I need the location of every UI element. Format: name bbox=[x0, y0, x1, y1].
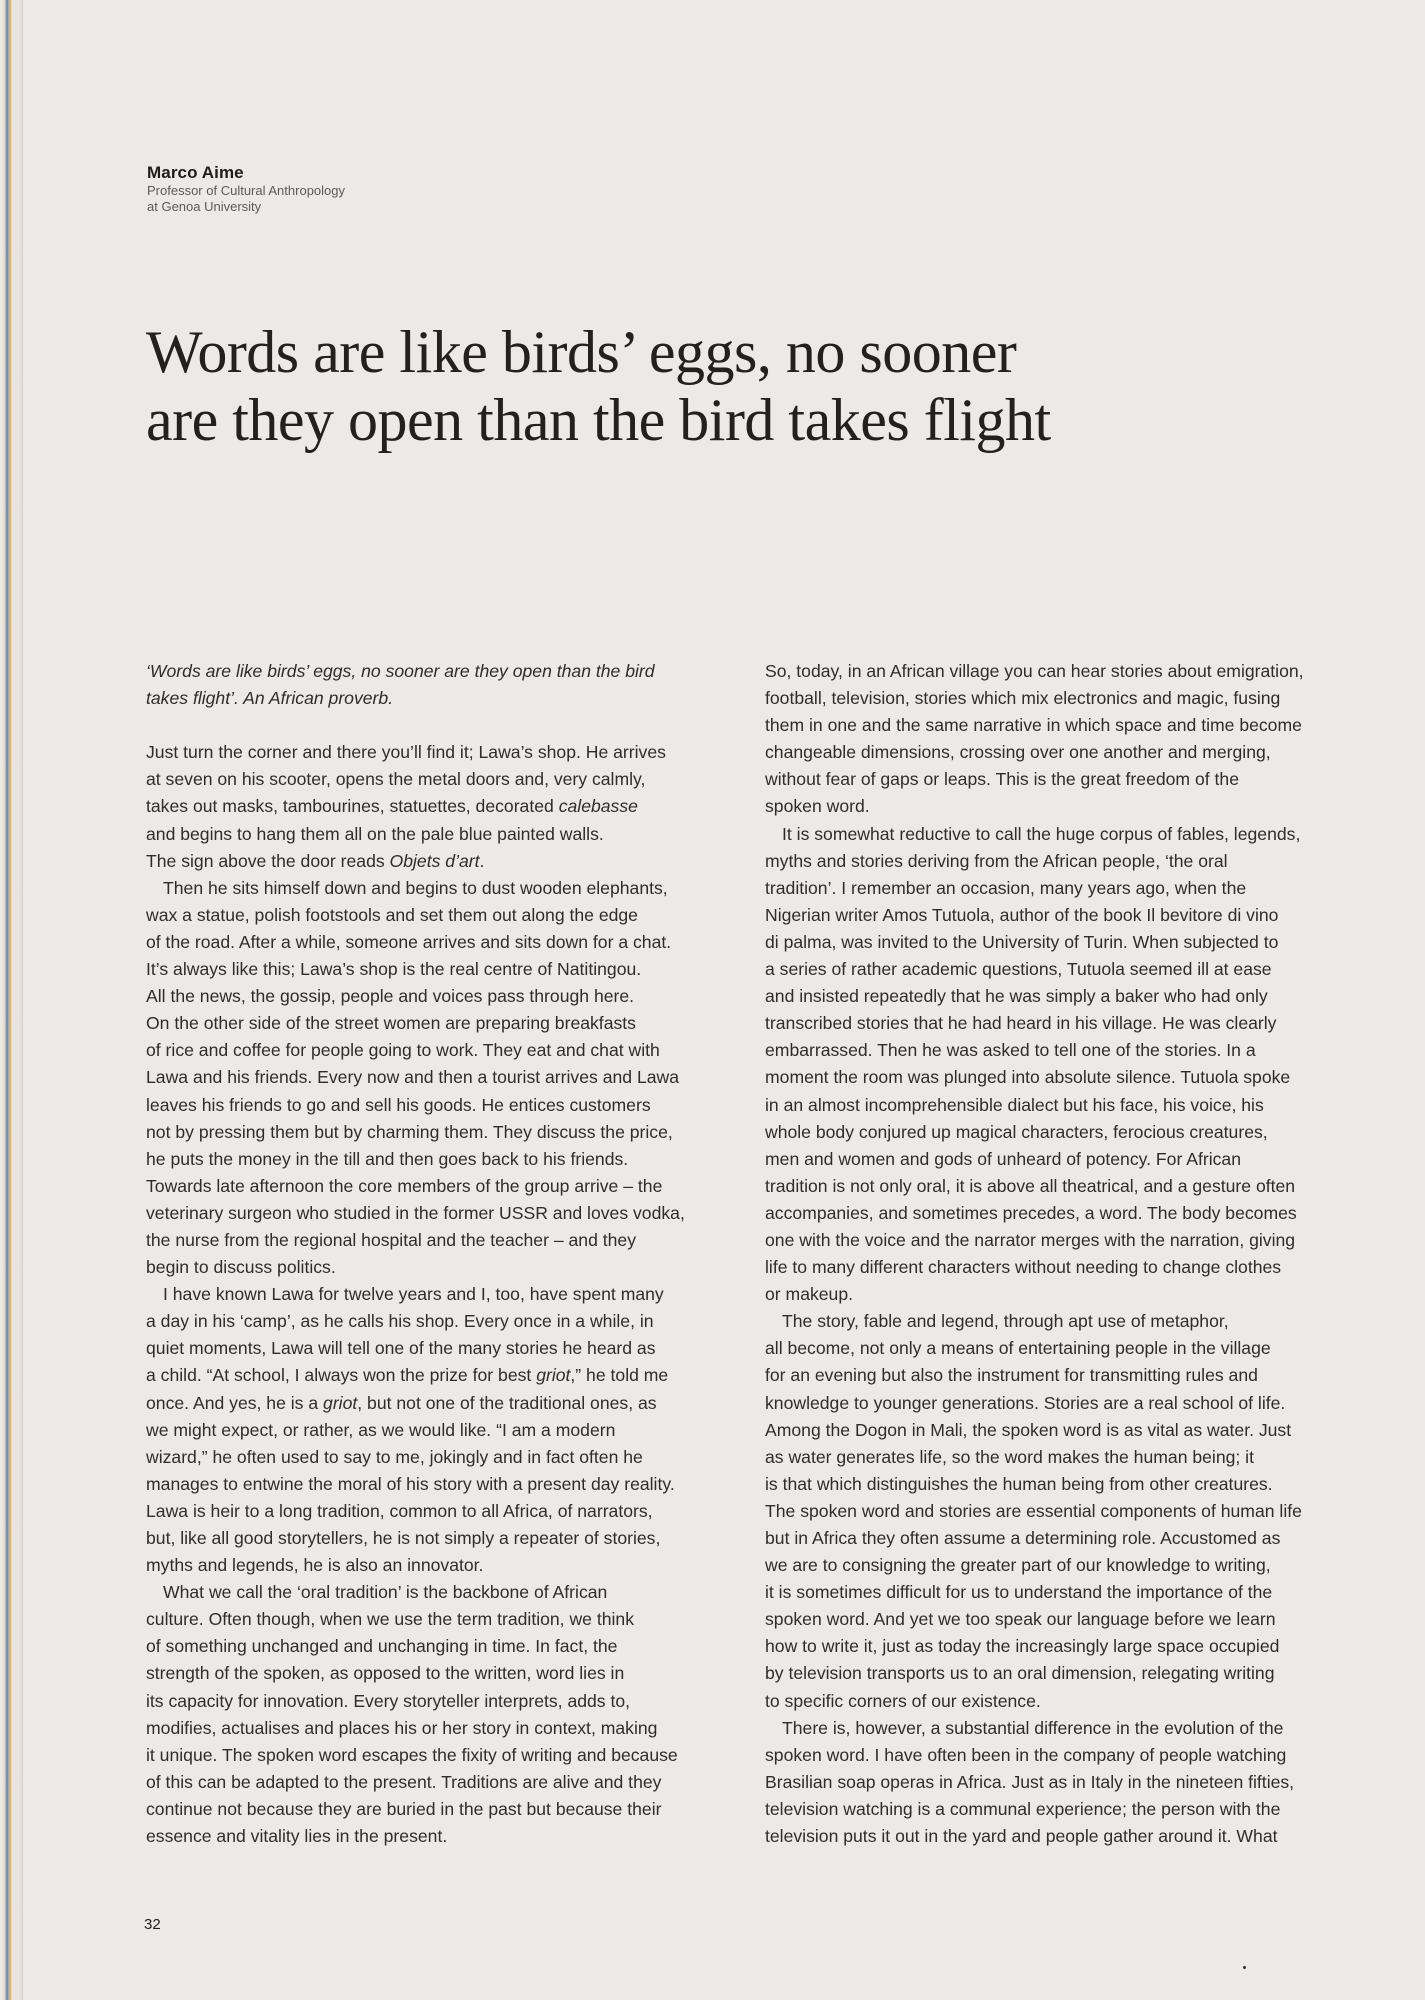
body-text-line bbox=[146, 1633, 736, 1660]
body-text-line bbox=[146, 902, 736, 929]
body-text-line bbox=[146, 1119, 736, 1146]
text-run: for an evening but also the instrument for transmitting rules and bbox=[765, 1365, 1258, 1386]
body-text-line bbox=[765, 1633, 1365, 1660]
italic-term: griot bbox=[536, 1365, 571, 1386]
text-run: transcribed stories that he had heard in his village. He was clearly bbox=[765, 1013, 1277, 1034]
author-name: Marco Aime bbox=[147, 163, 244, 182]
text-run: in an almost incomprehensible dialect but his face, his voice, his bbox=[765, 1094, 1264, 1115]
epigraph bbox=[146, 658, 736, 712]
text-run: It is somewhat reductive to call the huge corpus of fables, legends, bbox=[782, 823, 1301, 844]
body-text-line bbox=[146, 1390, 736, 1417]
body-text-line bbox=[765, 1606, 1365, 1633]
text-run: but, like all good storytellers, he is not simply a repeater of stories, bbox=[146, 1528, 661, 1548]
text-run: a day in his ‘camp’, as he calls his shop. Every once in a while, in bbox=[146, 1311, 654, 1332]
text-run: , but not one of the traditional ones, as bbox=[357, 1392, 657, 1413]
body-text-line bbox=[765, 1579, 1365, 1606]
text-run: Brasilian soap operas in Africa. Just as in Italy in the nineteen fifties, bbox=[765, 1771, 1295, 1792]
text-run: men and women and gods of unheard of potency. For African bbox=[765, 1148, 1241, 1169]
body-text-line bbox=[146, 1227, 736, 1254]
text-run: changeable dimensions, crossing over one another and merging, bbox=[765, 742, 1271, 763]
text-run: strength of the spoken, as opposed to the written, word lies in bbox=[146, 1663, 625, 1684]
body-text-line bbox=[146, 1200, 736, 1227]
body-text-line bbox=[146, 1579, 736, 1606]
text-run: television puts it out in the yard and people gather around it. What bbox=[765, 1826, 1278, 1847]
text-run: all become, not only a means of entertaining people in the village bbox=[765, 1338, 1271, 1359]
body-text-line bbox=[146, 1715, 736, 1742]
text-run: I have known Lawa for twelve years and I, too, have spent many bbox=[163, 1284, 664, 1305]
text-run: of rice and coffee for people going to work. They eat and chat with bbox=[146, 1040, 660, 1061]
text-run: Among the Dogon in Mali, the spoken word is as vital as water. Just bbox=[765, 1419, 1292, 1440]
text-run: of this can be adapted to the present. Traditions are alive and they bbox=[146, 1771, 662, 1792]
body-text-line bbox=[765, 1715, 1365, 1742]
text-run: quiet moments, Lawa will tell one of the many stories he heard as bbox=[146, 1338, 656, 1359]
body-text-line bbox=[765, 658, 1365, 685]
text-run: modifies, actualises and places his or her story in context, making bbox=[146, 1717, 658, 1738]
text-run: a child. “At school, I always won the prize for best bbox=[146, 1365, 537, 1386]
body-text-line bbox=[146, 1281, 736, 1308]
paragraph-gap bbox=[146, 712, 736, 739]
author-block bbox=[147, 163, 345, 215]
text-run: veterinary surgeon who studied in the former USSR and loves vodka, bbox=[146, 1202, 685, 1223]
text-run: its capacity for innovation. Every storyteller interprets, adds to, bbox=[146, 1690, 631, 1711]
text-run: tradition’. I remember an occasion, many years ago, when the bbox=[765, 877, 1247, 898]
body-text-line bbox=[765, 1525, 1365, 1552]
text-run: or makeup. bbox=[765, 1284, 854, 1305]
body-text-line bbox=[146, 1471, 736, 1498]
text-run: accompanies, and sometimes precedes, a word. The body becomes bbox=[765, 1202, 1297, 1223]
text-run: once. And yes, he is a bbox=[146, 1392, 324, 1413]
body-text-line bbox=[146, 1525, 736, 1552]
text-run: how to write it, just as today the increasingly large space occupied bbox=[765, 1636, 1280, 1657]
body-text-line bbox=[765, 1092, 1365, 1119]
body-text-line bbox=[765, 712, 1365, 739]
text-run: not by pressing them but by charming them. They discuss the price, bbox=[146, 1121, 673, 1142]
body-text-line bbox=[765, 1769, 1365, 1796]
body-text-line bbox=[765, 1362, 1365, 1389]
text-run: whole body conjured up magical characters, ferocious creatures, bbox=[765, 1121, 1268, 1142]
body-text-line bbox=[765, 1823, 1365, 1850]
body-text-line bbox=[765, 1742, 1365, 1769]
text-run: he puts the money in the till and then goes back to his friends. bbox=[146, 1148, 629, 1169]
text-run: but in Africa they often assume a determining role. Accustomed as bbox=[765, 1528, 1281, 1548]
body-text-line bbox=[765, 1444, 1365, 1471]
body-text-line bbox=[146, 1173, 736, 1200]
text-run: continue not because they are buried in the past but because their bbox=[146, 1798, 662, 1819]
body-text-line bbox=[146, 793, 736, 820]
italic-term: griot bbox=[323, 1392, 358, 1413]
body-text-line bbox=[765, 1281, 1365, 1308]
body-text-line bbox=[146, 1688, 736, 1715]
article-title bbox=[146, 318, 1296, 454]
body-text-line bbox=[146, 956, 736, 983]
text-run: by television transports us to an oral dimension, relegating writing bbox=[765, 1663, 1275, 1684]
body-text-line bbox=[146, 1254, 736, 1281]
body-text-line bbox=[765, 848, 1365, 875]
body-text-line bbox=[146, 1037, 736, 1064]
text-run: wax a statue, polish footstools and set them out along the edge bbox=[146, 904, 638, 925]
text-run: spoken word. I have often been in the company of people watching bbox=[765, 1744, 1287, 1765]
body-text-line bbox=[765, 1688, 1365, 1715]
text-run: Then he sits himself down and begins to dust wooden elephants, bbox=[163, 877, 668, 898]
body-text-line bbox=[765, 1200, 1365, 1227]
text-run: leaves his friends to go and sell his goods. He entices customers bbox=[146, 1094, 651, 1115]
text-run: it unique. The spoken word escapes the fixity of writing and because bbox=[146, 1744, 678, 1765]
left-column bbox=[146, 658, 736, 1850]
body-text-line bbox=[146, 1335, 736, 1362]
text-run: at seven on his scooter, opens the metal doors and, very calmly, bbox=[146, 769, 646, 790]
body-text-line bbox=[765, 821, 1365, 848]
text-run: There is, however, a substantial difference in the evolution of the bbox=[782, 1717, 1284, 1738]
body-text-line bbox=[146, 875, 736, 902]
body-text-line bbox=[146, 766, 736, 793]
body-text-line bbox=[146, 1010, 736, 1037]
body-text-line bbox=[146, 1796, 736, 1823]
text-run: as water generates life, so the word makes the human being; it bbox=[765, 1446, 1254, 1467]
body-text-line bbox=[765, 1308, 1365, 1335]
body-text-line bbox=[765, 1010, 1365, 1037]
text-run: The story, fable and legend, through apt use of metaphor, bbox=[782, 1311, 1229, 1332]
text-run: ,” he told me bbox=[570, 1365, 669, 1386]
body-text-line bbox=[765, 1498, 1365, 1525]
body-text-line bbox=[146, 848, 736, 875]
text-run: embarrassed. Then he was asked to tell one of the stories. In a bbox=[765, 1040, 1256, 1061]
text-run: is that which distinguishes the human being from other creatures. bbox=[765, 1473, 1273, 1494]
body-text-line bbox=[146, 739, 736, 766]
text-run: one with the voice and the narrator merges with the narration, giving bbox=[765, 1229, 1296, 1250]
body-text-line bbox=[146, 1308, 736, 1335]
body-text-line bbox=[765, 1119, 1365, 1146]
text-run: manages to entwine the moral of his story with a present day reality. bbox=[146, 1473, 675, 1494]
body-text-line bbox=[765, 1146, 1365, 1173]
body-text-line bbox=[765, 1471, 1365, 1498]
text-run: Lawa and his friends. Every now and then a tourist arrives and Lawa bbox=[146, 1067, 680, 1088]
text-run: the nurse from the regional hospital and the teacher – and they bbox=[146, 1229, 637, 1250]
body-text-line bbox=[146, 1498, 736, 1525]
italic-term: calebasse bbox=[558, 796, 638, 817]
body-text-line bbox=[765, 1552, 1365, 1579]
text-run: All the news, the gossip, people and voices pass through here. bbox=[146, 986, 635, 1007]
text-run: myths and stories deriving from the African people, ‘the oral bbox=[765, 850, 1228, 871]
text-run: di palma, was invited to the University of Turin. When subjected to bbox=[765, 931, 1279, 952]
text-run: of something unchanged and unchanging in time. In fact, the bbox=[146, 1636, 618, 1657]
text-run: myths and legends, he is also an innovator. bbox=[146, 1555, 484, 1576]
right-body-text bbox=[765, 658, 1365, 1850]
text-run: So, today, in an African village you can hear stories about emigration, bbox=[765, 661, 1304, 681]
body-text-line bbox=[146, 1362, 736, 1389]
title-line-2: are they open than the bird takes flight bbox=[146, 387, 1051, 453]
text-run: What we call the ‘oral tradition’ is the backbone of African bbox=[163, 1582, 608, 1603]
text-run: of the road. After a while, someone arrives and sits down for a chat. bbox=[146, 931, 672, 952]
text-run: and begins to hang them all on the pale blue painted walls. bbox=[146, 823, 604, 844]
body-text-line bbox=[765, 956, 1365, 983]
text-run: spoken word. bbox=[765, 796, 870, 817]
text-run: . bbox=[479, 850, 485, 871]
body-text-line bbox=[765, 1254, 1365, 1281]
text-run: a series of rather academic questions, Tutuola seemed ill at ease bbox=[765, 959, 1272, 980]
body-text-line bbox=[146, 1146, 736, 1173]
body-text-line bbox=[146, 1769, 736, 1796]
text-run: knowledge to younger generations. Stories are a real school of life. bbox=[765, 1392, 1286, 1413]
text-run: On the other side of the street women are preparing breakfasts bbox=[146, 1013, 636, 1034]
body-text-line bbox=[765, 1796, 1365, 1823]
text-run: spoken word. And yet we too speak our language before we learn bbox=[765, 1609, 1276, 1630]
text-run: It’s always like this; Lawa’s shop is the real centre of Natitingou. bbox=[146, 959, 642, 980]
body-text-line bbox=[146, 1064, 736, 1091]
body-text-line bbox=[146, 1552, 736, 1579]
body-text-line bbox=[765, 929, 1365, 956]
text-run: The sign above the door reads bbox=[146, 850, 390, 871]
left-body-text bbox=[146, 739, 736, 1850]
text-run: Nigerian writer Amos Tutuola, author of the book Il bevitore di vino bbox=[765, 904, 1279, 925]
text-run: television watching is a communal experience; the person with the bbox=[765, 1798, 1281, 1819]
body-text-line bbox=[146, 1660, 736, 1687]
body-text-line bbox=[765, 875, 1365, 902]
book-binding-edge bbox=[0, 0, 22, 2000]
text-run: Lawa is heir to a long tradition, common to all Africa, of narrators, bbox=[146, 1500, 653, 1521]
body-text-line bbox=[765, 766, 1365, 793]
body-text-line bbox=[765, 685, 1365, 712]
gutter-line bbox=[22, 0, 23, 2000]
author-role-line-1: Professor of Cultural Anthropology bbox=[147, 183, 345, 198]
body-text-line bbox=[765, 1390, 1365, 1417]
body-text-line bbox=[146, 1444, 736, 1471]
body-text-line bbox=[765, 739, 1365, 766]
text-run: football, television, stories which mix electronics and magic, fusing bbox=[765, 688, 1281, 709]
body-text-line bbox=[765, 1173, 1365, 1200]
page-number: 32 bbox=[144, 1916, 161, 1933]
body-text-line bbox=[146, 821, 736, 848]
body-text-line bbox=[146, 983, 736, 1010]
epigraph-line: ‘Words are like birds’ eggs, no sooner are they open than the bird bbox=[146, 661, 655, 681]
body-text-line bbox=[765, 793, 1365, 820]
text-run: to specific corners of our existence. bbox=[765, 1690, 1041, 1711]
body-text-line bbox=[765, 983, 1365, 1010]
text-run: without fear of gaps or leaps. This is the great freedom of the bbox=[765, 769, 1239, 790]
text-run: moment the room was plunged into absolute silence. Tutuola spoke bbox=[765, 1067, 1291, 1088]
text-run: we might expect, or rather, as we would like. “I am a modern bbox=[146, 1419, 616, 1440]
print-speck bbox=[1243, 1966, 1246, 1969]
epigraph-line: takes flight’. An African proverb. bbox=[146, 688, 394, 709]
body-text-line bbox=[146, 1742, 736, 1769]
text-run: Towards late afternoon the core members of the group arrive – the bbox=[146, 1175, 663, 1196]
text-run: Just turn the corner and there you’ll find it; Lawa’s shop. He arrives bbox=[146, 742, 666, 763]
body-text-line bbox=[765, 1064, 1365, 1091]
text-run: culture. Often though, when we use the term tradition, we think bbox=[146, 1609, 635, 1630]
body-text-line bbox=[146, 1092, 736, 1119]
text-run: essence and vitality lies in the present. bbox=[146, 1826, 448, 1847]
text-run: The spoken word and stories are essential components of human life bbox=[765, 1500, 1302, 1521]
text-run: begin to discuss politics. bbox=[146, 1257, 336, 1278]
text-run: we are to consigning the greater part of our knowledge to writing, bbox=[765, 1555, 1271, 1576]
text-run: it is sometimes difficult for us to understand the importance of the bbox=[765, 1582, 1273, 1603]
text-run: takes out masks, tambourines, statuettes, decorated bbox=[146, 796, 559, 817]
body-text-line bbox=[765, 1660, 1365, 1687]
title-line-1: Words are like birds’ eggs, no sooner bbox=[146, 319, 1017, 385]
text-run: them in one and the same narrative in which space and time become bbox=[765, 715, 1302, 736]
text-run: wizard,” he often used to say to me, jokingly and in fact often he bbox=[146, 1446, 643, 1467]
italic-term: Objets d’art bbox=[389, 850, 480, 871]
body-text-line bbox=[765, 1417, 1365, 1444]
text-run: tradition is not only oral, it is above all theatrical, and a gesture often bbox=[765, 1175, 1296, 1196]
body-text-line bbox=[765, 1335, 1365, 1362]
text-run: and insisted repeatedly that he was simply a baker who had only bbox=[765, 986, 1268, 1007]
body-text-line bbox=[765, 1037, 1365, 1064]
author-role-line-2: at Genoa University bbox=[147, 199, 262, 214]
body-text-line bbox=[765, 1227, 1365, 1254]
body-text-line bbox=[765, 902, 1365, 929]
text-run: life to many different characters without needing to change clothes bbox=[765, 1257, 1282, 1278]
body-text-line bbox=[146, 1606, 736, 1633]
body-text-line bbox=[146, 929, 736, 956]
body-text-line bbox=[146, 1417, 736, 1444]
body-text-line bbox=[146, 1823, 736, 1850]
right-column bbox=[765, 658, 1365, 1850]
